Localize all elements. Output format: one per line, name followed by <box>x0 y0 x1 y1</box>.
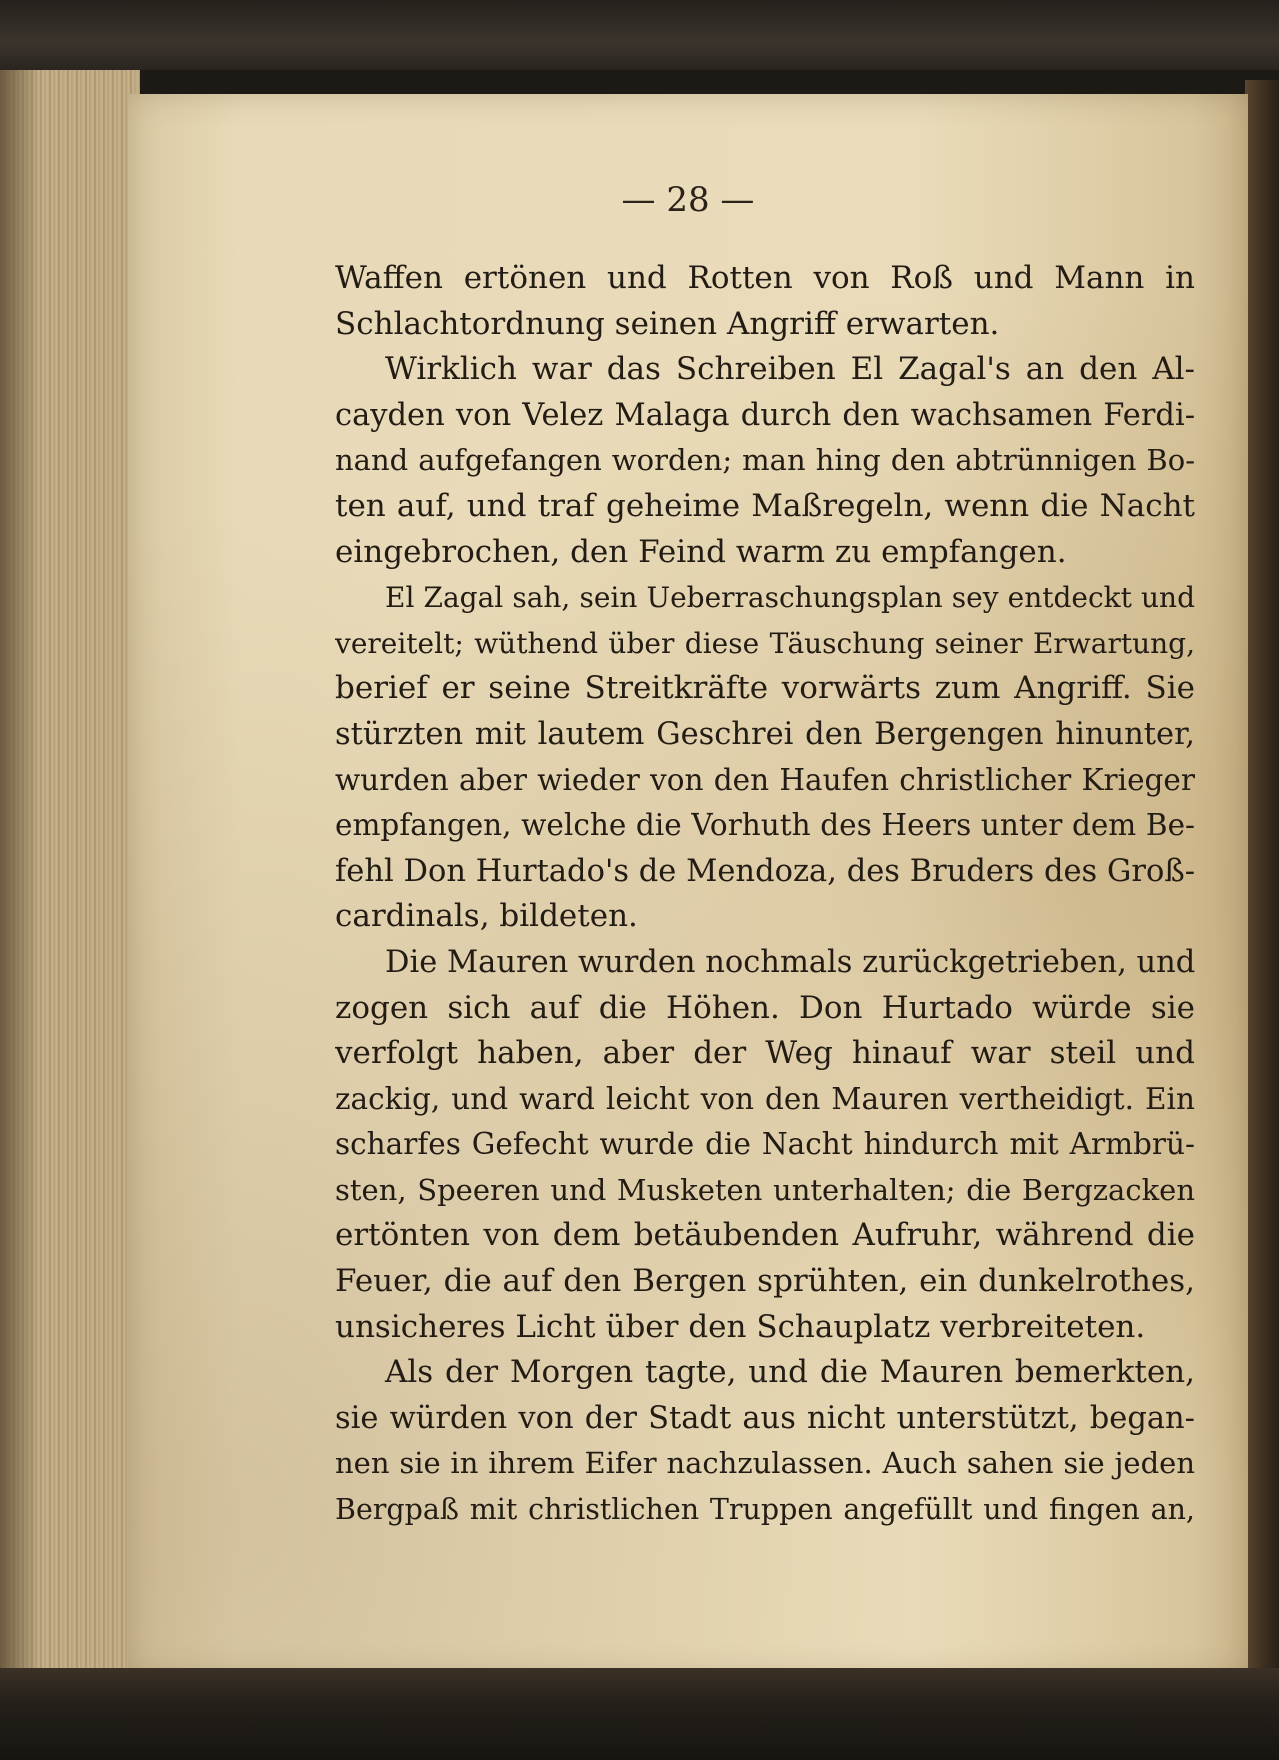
text-line: eingebrochen, den Feind warm zu empfangen. <box>335 533 1067 570</box>
text-line: Bergpaß mit christlichen Truppen angefüllt und fingen an, <box>335 1493 1195 1527</box>
page-stack-shadow <box>0 70 40 1680</box>
text-line: verfolgt haben, aber der Weg hinauf war steil und <box>335 1035 1195 1072</box>
text-line: ten auf, und traf geheime Maßregeln, wenn die Nacht <box>335 487 1195 524</box>
text-line: sie würden von der Stadt aus nicht unterstützt, began- <box>335 1400 1195 1436</box>
book-binding <box>1245 80 1279 1680</box>
text-line: Waffen ertönen und Rotten von Roß und Mann in <box>335 260 1195 296</box>
page-header: — 28 — <box>621 180 755 220</box>
text-line: zackig, und ward leicht von den Mauren vertheidigt. Ein <box>335 1081 1195 1116</box>
text-line: sten, Speeren und Musketen unterhalten; die Bergzacken <box>335 1172 1195 1207</box>
text-line: stürzten mit lautem Geschrei den Bergengen hinunter, <box>335 716 1195 752</box>
text-line: empfangen, welche die Vorhuth des Heers unter dem Be- <box>335 808 1195 843</box>
text-line: Wirklich war das Schreiben El Zagal's an den Al- <box>385 351 1195 388</box>
text-line: cardinals, bildeten. <box>335 898 638 935</box>
text-line: zogen sich auf die Höhen. Don Hurtado würde sie <box>335 989 1195 1026</box>
text-line: wurden aber wieder von den Haufen christlicher Krieger <box>335 762 1195 797</box>
text-line: ertönten von dem betäubenden Aufruhr, während die <box>335 1217 1195 1254</box>
text-line: fehl Don Hurtado's de Mendoza, des Bruders des Groß- <box>335 853 1195 889</box>
text-line: nand aufgefangen worden; man hing den abtrünnigen Bo- <box>335 443 1195 478</box>
text-line: Die Mauren wurden nochmals zurückgetrieben, und <box>385 944 1195 980</box>
text-line: Feuer, die auf den Bergen sprühten, ein dunkelrothes, <box>335 1263 1195 1300</box>
text-line: nen sie in ihrem Eifer nachzulassen. Auch sahen sie jeden <box>335 1446 1195 1481</box>
text-line: vereitelt; wüthend über diese Täuschung seiner Erwartung, <box>335 626 1195 660</box>
body-text <box>335 256 1195 1533</box>
text-line: unsicheres Licht über den Schauplatz verbreiteten. <box>335 1308 1146 1345</box>
book-cover-top <box>0 0 1279 70</box>
text-line: Schlachtordnung seinen Angriff erwarten. <box>335 305 1000 342</box>
text-line: scharfes Gefecht wurde die Nacht hindurch mit Armbrü- <box>335 1127 1195 1162</box>
text-line: cayden von Velez Malaga durch den wachsamen Ferdi- <box>335 397 1195 433</box>
text-line: berief er seine Streitkräfte vorwärts zum Angriff. Sie <box>335 670 1195 707</box>
book-cover-bottom <box>0 1668 1279 1760</box>
text-line: El Zagal sah, sein Ueberraschungsplan sey entdeckt und <box>385 581 1195 615</box>
text-line: Als der Morgen tagte, und die Mauren bemerkten, <box>385 1354 1195 1391</box>
